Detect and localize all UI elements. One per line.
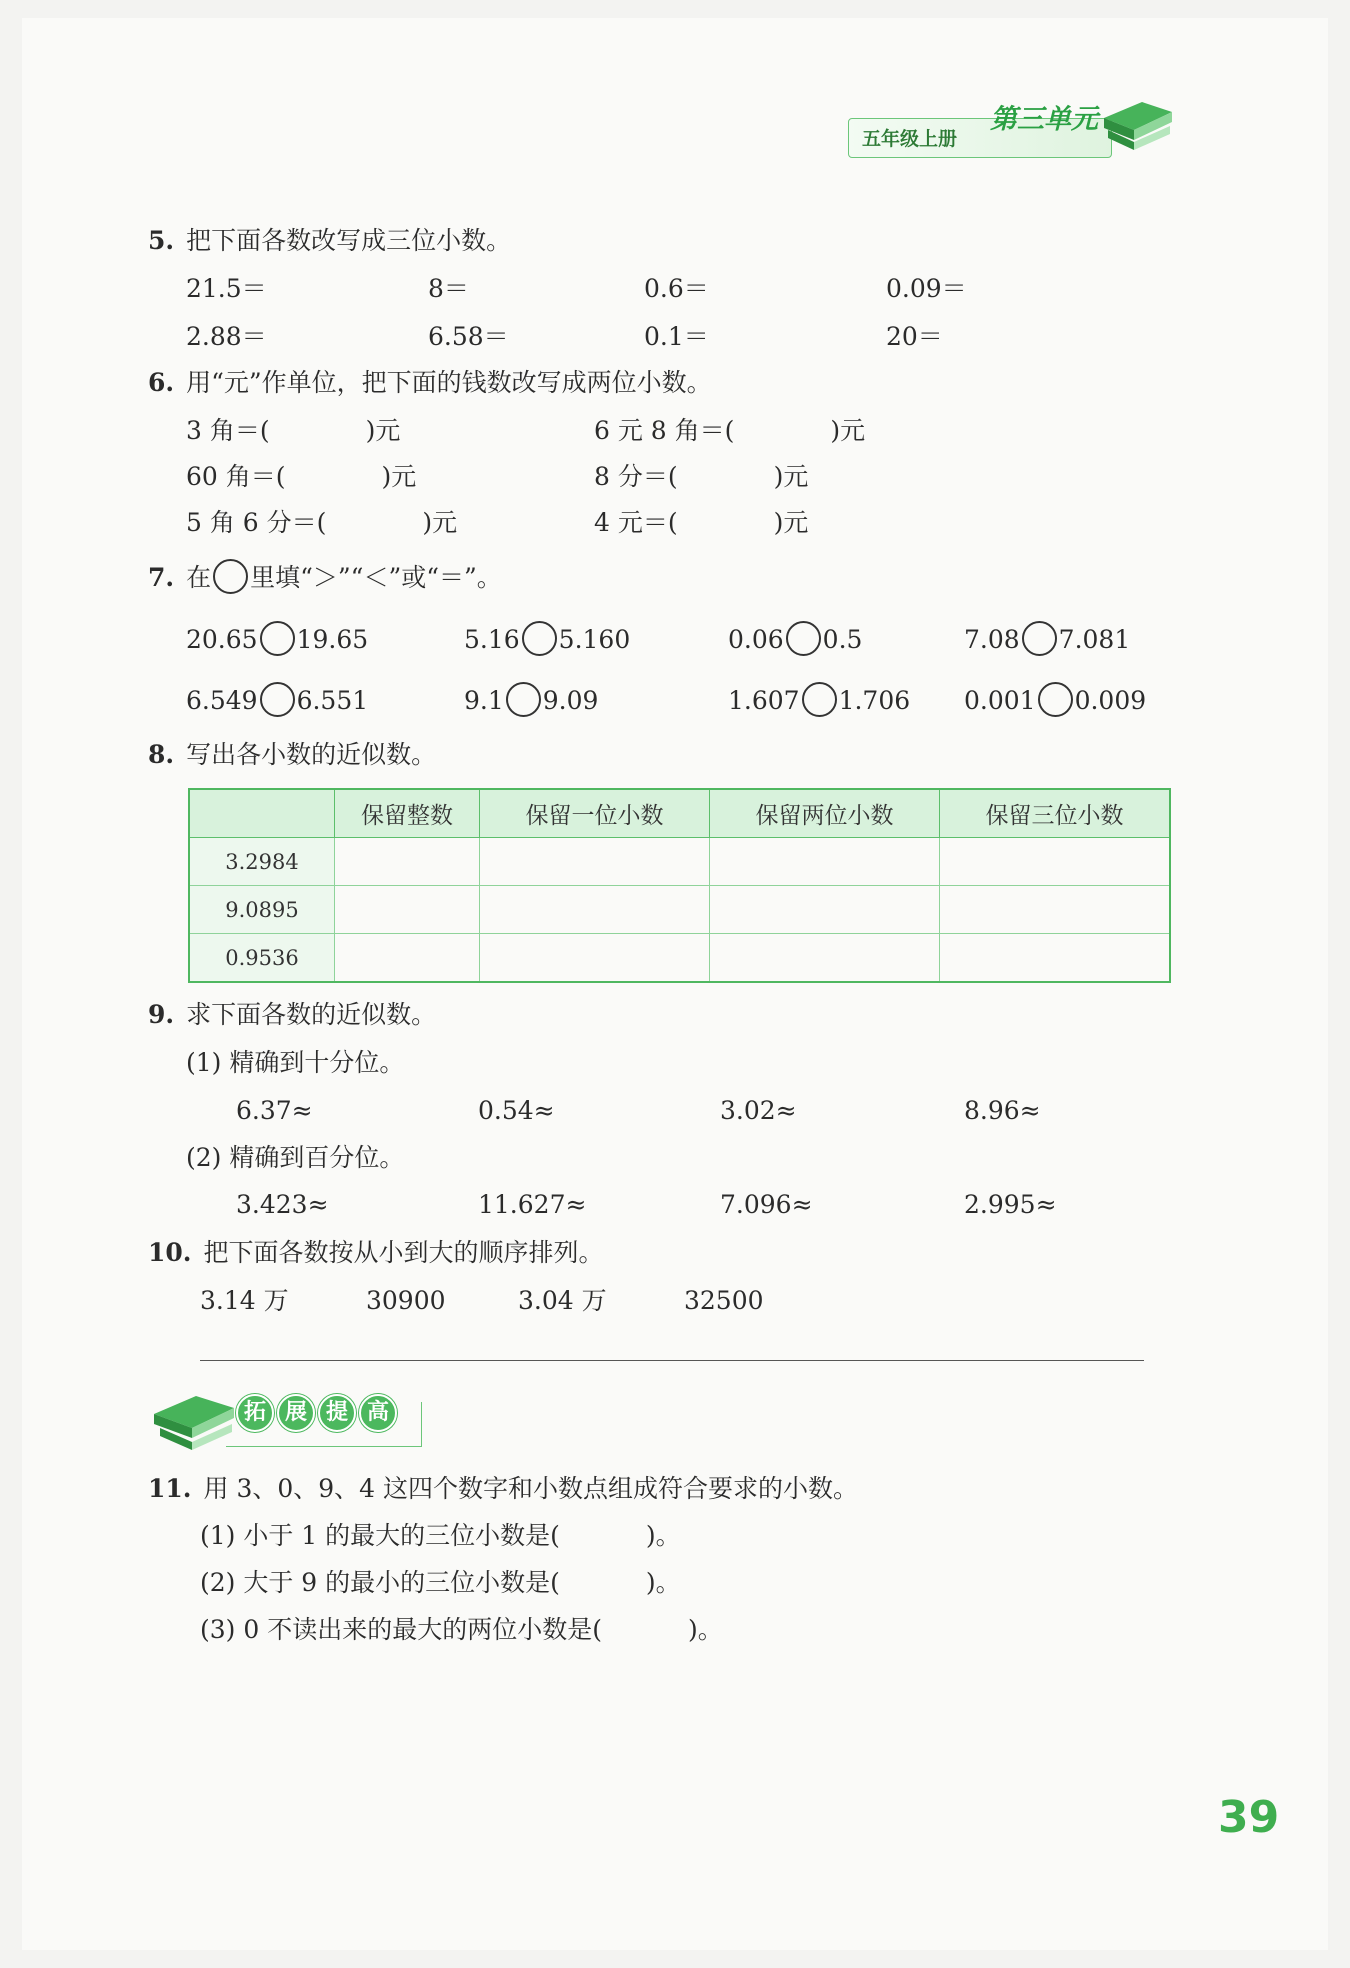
q7-item: 6.549 6.551 (186, 685, 368, 720)
q9-item: 7.096≈ (720, 1190, 813, 1219)
answer-cell[interactable] (480, 838, 710, 886)
q6-item: 6 元 8 角＝( )元 (594, 416, 866, 445)
q5-item: 21.5＝ (186, 274, 267, 303)
q11-part: (3) 0 不读出来的最大的两位小数是( )。 (200, 1615, 723, 1644)
q10-item: 32500 (684, 1286, 764, 1315)
q6-item: 60 角＝( )元 (186, 462, 417, 491)
title-char: 高 (359, 1394, 397, 1432)
q9-item: 3.423≈ (236, 1190, 329, 1219)
q5-item: 0.6＝ (644, 274, 709, 303)
q9-item: 2.995≈ (964, 1190, 1057, 1219)
compare-circle[interactable] (802, 682, 837, 717)
answer-cell[interactable] (480, 886, 710, 934)
q7-item: 5.16 5.160 (464, 624, 630, 659)
q9-item: 3.02≈ (720, 1096, 797, 1125)
q9-item: 6.37≈ (236, 1096, 313, 1125)
q7-item: 7.08 7.081 (964, 624, 1130, 659)
compare-circle[interactable] (260, 621, 295, 656)
page-sheet (22, 18, 1328, 1950)
compare-circle[interactable] (522, 621, 557, 656)
q5-item: 0.09＝ (886, 274, 967, 303)
q10-prompt: 10. 把下面各数按从小到大的顺序排列。 (148, 1238, 604, 1267)
q5-item: 2.88＝ (186, 322, 267, 351)
title-char: 展 (277, 1394, 315, 1432)
q5-item: 6.58＝ (428, 322, 509, 351)
table-header-cell: 保留两位小数 (710, 789, 940, 838)
q9-item: 0.54≈ (478, 1096, 555, 1125)
q7-prompt: 7. 在 里填“＞”“＜”或“＝”。 (148, 562, 502, 597)
compare-circle[interactable] (786, 621, 821, 656)
q6-item: 3 角＝( )元 (186, 416, 401, 445)
answer-cell[interactable] (335, 886, 480, 934)
q10-item: 30900 (366, 1286, 446, 1315)
q10-item: 3.14 万 (200, 1286, 289, 1315)
row-number: 3.2984 (189, 838, 335, 886)
q6-prompt: 6. 用“元”作单位，把下面的钱数改写成两位小数。 (148, 368, 712, 397)
extension-section-title (236, 1394, 400, 1432)
q9-item: 8.96≈ (964, 1096, 1041, 1125)
q9-prompt: 9. 求下面各数的近似数。 (148, 1000, 437, 1029)
table-header-cell (189, 789, 335, 838)
title-char: 提 (318, 1394, 356, 1432)
q9-part2-label: (2) 精确到百分位。 (186, 1143, 405, 1172)
table-row (189, 886, 1170, 934)
answer-line[interactable] (200, 1360, 1144, 1361)
q8-prompt: 8. 写出各小数的近似数。 (148, 740, 437, 769)
q6-item: 8 分＝( )元 (594, 462, 809, 491)
title-char: 拓 (236, 1394, 274, 1432)
q5-item: 8＝ (428, 274, 469, 303)
compare-circle[interactable] (1022, 621, 1057, 656)
compare-circle[interactable] (260, 682, 295, 717)
answer-cell[interactable] (940, 934, 1171, 983)
q9-item: 11.627≈ (478, 1190, 587, 1219)
q7-item: 20.65 19.65 (186, 624, 368, 659)
q11-part: (1) 小于 1 的最大的三位小数是( )。 (200, 1521, 681, 1550)
table-row (189, 838, 1170, 886)
table-header-row (189, 789, 1170, 838)
answer-cell[interactable] (710, 934, 940, 983)
table-header-cell: 保留一位小数 (480, 789, 710, 838)
answer-cell[interactable] (335, 934, 480, 983)
q7-item: 1.607 1.706 (728, 685, 910, 720)
q11-part: (2) 大于 9 的最小的三位小数是( )。 (200, 1568, 681, 1597)
compare-circle[interactable] (506, 682, 541, 717)
answer-cell[interactable] (480, 934, 710, 983)
q6-item: 5 角 6 分＝( )元 (186, 508, 458, 537)
table-header-cell: 保留整数 (335, 789, 480, 838)
page-number: 39 (1218, 1792, 1280, 1843)
books-icon (1100, 88, 1176, 158)
q9-part1-label: (1) 精确到十分位。 (186, 1048, 405, 1077)
answer-cell[interactable] (710, 886, 940, 934)
grade-label: 五年级上册 (862, 128, 958, 150)
answer-cell[interactable] (940, 886, 1171, 934)
table-header-cell: 保留三位小数 (940, 789, 1171, 838)
circle-blank-icon (213, 559, 248, 594)
q5-item: 20＝ (886, 322, 943, 351)
q7-item: 9.1 9.09 (464, 685, 598, 720)
approximation-table (188, 788, 1171, 983)
row-number: 0.9536 (189, 934, 335, 983)
row-number: 9.0895 (189, 886, 335, 934)
q5-prompt: 5. 把下面各数改写成三位小数。 (148, 226, 512, 255)
q10-item: 3.04 万 (518, 1286, 607, 1315)
q7-item: 0.06 0.5 (728, 624, 862, 659)
q5-item: 0.1＝ (644, 322, 709, 351)
q11-prompt: 11. 用 3、0、9、4 这四个数字和小数点组成符合要求的小数。 (148, 1474, 859, 1503)
q6-item: 4 元＝( )元 (594, 508, 809, 537)
answer-cell[interactable] (710, 838, 940, 886)
unit-title: 第三单元 (990, 104, 1098, 135)
answer-cell[interactable] (940, 838, 1171, 886)
compare-circle[interactable] (1038, 682, 1073, 717)
answer-cell[interactable] (335, 838, 480, 886)
table-row (189, 934, 1170, 983)
q7-item: 0.001 0.009 (964, 685, 1146, 720)
